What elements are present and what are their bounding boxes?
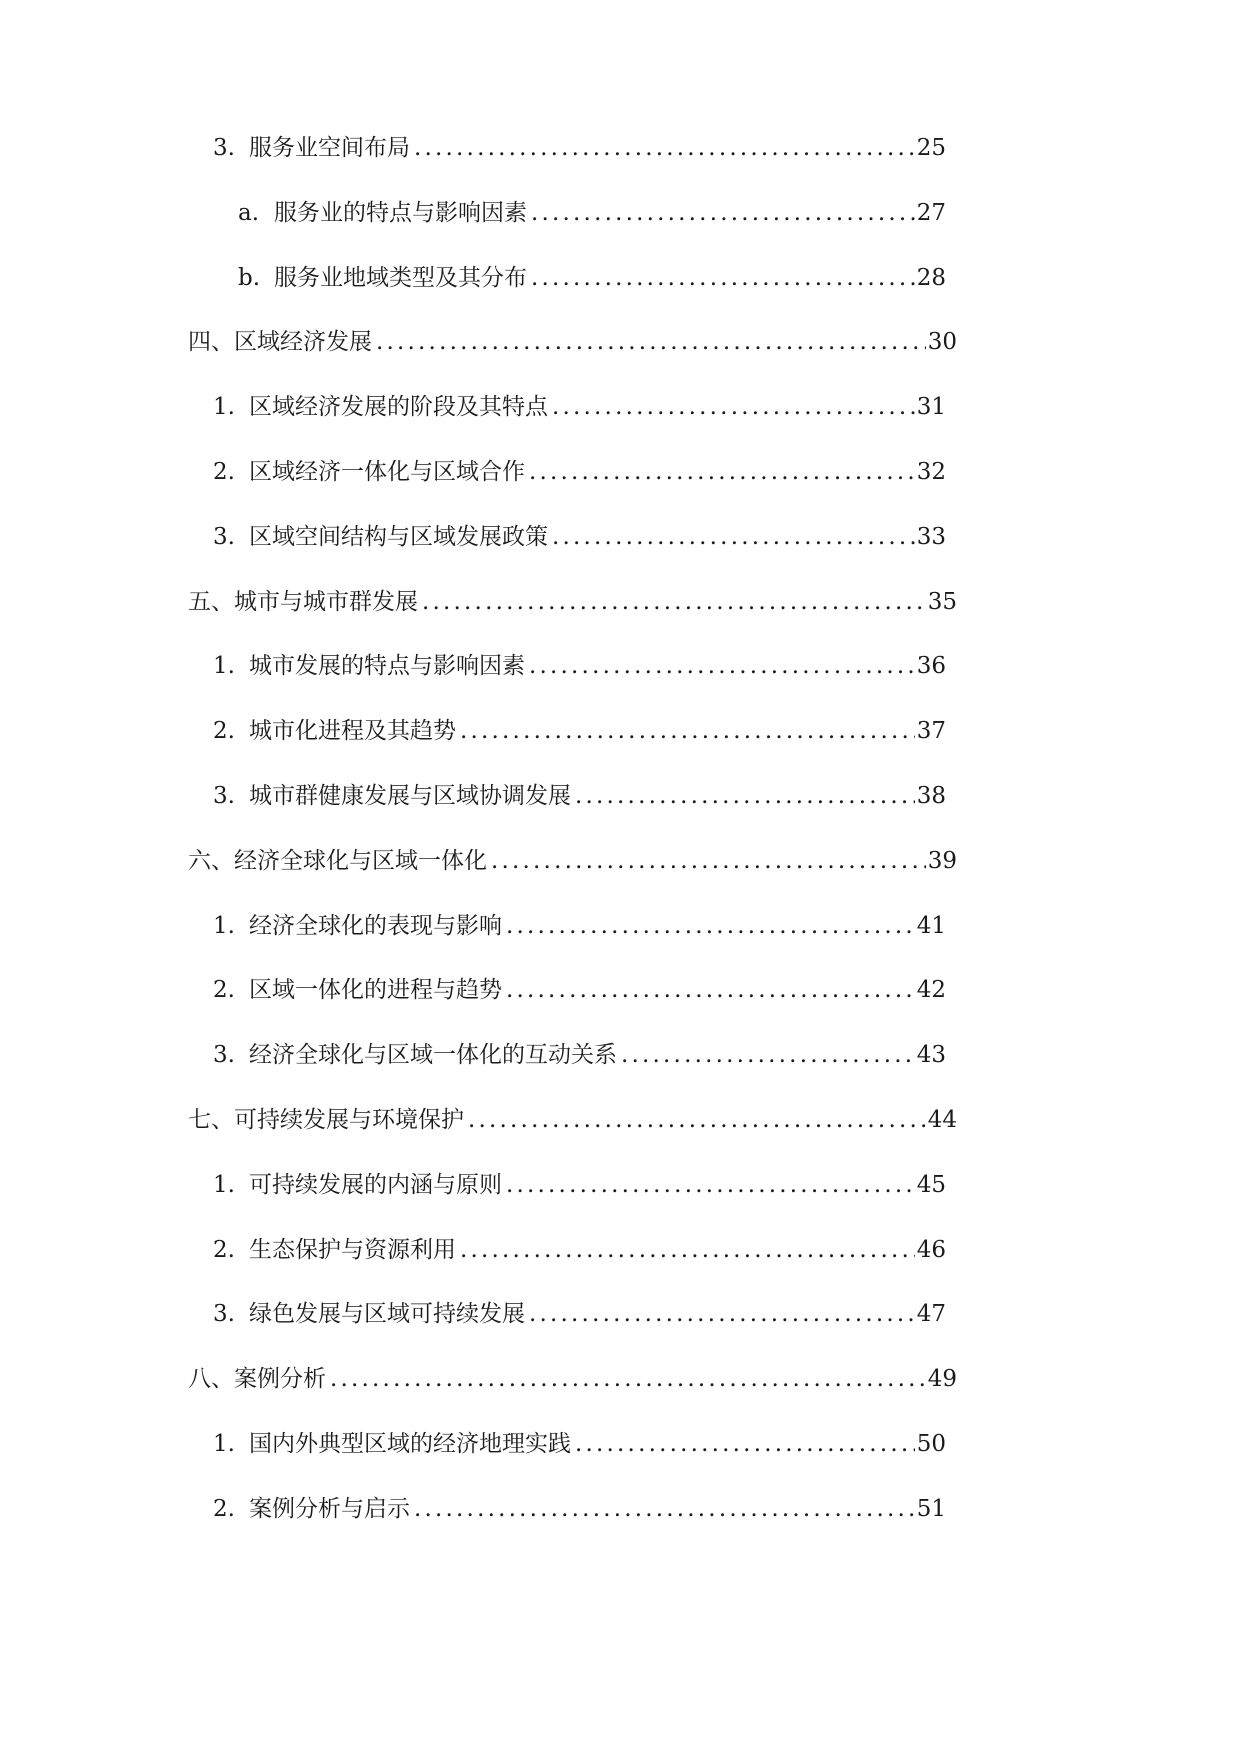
toc-entry-page-number: 31 <box>916 394 946 421</box>
toc-entry-number: 1. <box>213 912 235 939</box>
toc-dot-leader <box>460 1230 915 1270</box>
toc-entry-page-number: 38 <box>916 783 946 809</box>
toc-entry-title: 六、经济全球化与区域一体化 <box>188 847 487 874</box>
toc-dot-leader <box>414 1489 915 1529</box>
toc-entry[interactable] <box>238 258 946 298</box>
toc-entry-title: 经济全球化的表现与影响 <box>249 912 502 939</box>
toc-entry-page-number: 51 <box>916 1495 946 1522</box>
toc-dot-leader <box>330 1359 926 1399</box>
toc-entry-number: 3. <box>213 783 235 809</box>
toc-entry-title: 四、区域经济发展 <box>188 329 372 356</box>
toc-entry-number: 3. <box>213 135 235 161</box>
toc-entry[interactable] <box>213 517 946 557</box>
toc-entry-page-number: 41 <box>916 912 946 939</box>
toc-entry-title: 城市发展的特点与影响因素 <box>249 653 525 680</box>
toc-entry-number: 3. <box>213 523 235 550</box>
toc-entry[interactable] <box>213 1035 946 1075</box>
toc-entry-page-number: 42 <box>916 977 946 1004</box>
toc-entry-page-number: 49 <box>927 1366 957 1393</box>
toc-entry[interactable] <box>213 452 946 492</box>
toc-dot-leader <box>552 387 915 427</box>
toc-entry[interactable] <box>188 841 957 881</box>
toc-entry-title: 服务业空间布局 <box>249 135 410 161</box>
toc-entry[interactable] <box>213 1294 946 1334</box>
toc-entry-number: 2. <box>213 459 235 485</box>
toc-entry-number: 3. <box>213 1042 235 1069</box>
toc-entry-number: 1. <box>213 653 235 680</box>
toc-dot-leader <box>531 193 915 233</box>
toc-entry-title: 生态保护与资源利用 <box>249 1236 456 1263</box>
toc-entry-page-number: 27 <box>916 199 946 226</box>
toc-entry-number: 2. <box>213 1495 235 1522</box>
toc-entry[interactable] <box>213 970 946 1010</box>
toc-dot-leader <box>506 1165 915 1205</box>
toc-entry-number: a. <box>238 199 260 226</box>
toc-dot-leader <box>491 841 926 881</box>
toc-dot-leader <box>414 128 915 168</box>
toc-entry-title: 城市化进程及其趋势 <box>249 718 456 745</box>
toc-dot-leader <box>506 970 915 1010</box>
toc-entry[interactable] <box>213 776 946 816</box>
toc-dot-leader <box>529 646 915 686</box>
toc-dot-leader <box>529 452 915 492</box>
toc-entry-title: 七、可持续发展与环境保护 <box>188 1107 464 1133</box>
toc-entry-page-number: 43 <box>916 1042 946 1069</box>
toc-entry[interactable] <box>188 582 957 622</box>
toc-entry-page-number: 37 <box>916 718 946 745</box>
toc-entry[interactable] <box>213 1424 946 1464</box>
toc-entry-title: 区域经济发展的阶段及其特点 <box>249 394 548 421</box>
toc-entry[interactable] <box>238 193 946 233</box>
toc-dot-leader <box>376 322 926 362</box>
toc-entry-title: 八、案例分析 <box>188 1366 326 1393</box>
toc-dot-leader <box>575 776 915 816</box>
toc-entry-number: 1. <box>213 394 235 421</box>
toc-entry-title: 区域经济一体化与区域合作 <box>249 459 525 485</box>
toc-entry-title: 可持续发展的内涵与原则 <box>249 1171 502 1198</box>
toc-entry[interactable] <box>213 1489 946 1529</box>
toc-entry-title: 五、城市与城市群发展 <box>188 588 418 615</box>
toc-entry-page-number: 39 <box>927 847 957 874</box>
toc-dot-leader <box>621 1035 915 1075</box>
toc-entry-title: 国内外典型区域的经济地理实践 <box>249 1431 571 1457</box>
toc-entry-page-number: 47 <box>916 1301 946 1328</box>
toc-entry-page-number: 46 <box>916 1236 946 1263</box>
toc-entry-page-number: 30 <box>927 329 957 356</box>
toc-entry-title: 区域空间结构与区域发展政策 <box>249 523 548 550</box>
toc-dot-leader <box>529 1294 915 1334</box>
toc-entry-page-number: 25 <box>916 135 946 161</box>
toc-entry-title: 案例分析与启示 <box>249 1495 410 1522</box>
toc-entry-page-number: 44 <box>927 1107 957 1133</box>
toc-entry[interactable] <box>213 1165 946 1205</box>
toc-entry-number: 1. <box>213 1171 235 1198</box>
toc-entry-number: 2. <box>213 977 235 1004</box>
toc-entry[interactable] <box>213 906 946 946</box>
toc-entry-title: 服务业地域类型及其分布 <box>274 264 527 291</box>
toc-entry-page-number: 28 <box>916 264 946 291</box>
toc-dot-leader <box>575 1424 915 1464</box>
toc-entry[interactable] <box>213 711 946 751</box>
toc-entry[interactable] <box>213 387 946 427</box>
toc-entry[interactable] <box>213 1230 946 1270</box>
toc-dot-leader <box>552 517 915 557</box>
toc-entry-page-number: 32 <box>916 459 946 485</box>
toc-dot-leader <box>506 906 915 946</box>
toc-entry-number: 2. <box>213 718 235 745</box>
toc-entry-title: 经济全球化与区域一体化的互动关系 <box>249 1042 617 1069</box>
toc-entry-number: 3. <box>213 1301 235 1328</box>
toc-entry-number: b. <box>238 264 261 291</box>
toc-entry-page-number: 45 <box>916 1171 946 1198</box>
toc-entry-page-number: 36 <box>916 653 946 680</box>
toc-dot-leader <box>531 258 915 298</box>
toc-entry[interactable] <box>188 1359 957 1399</box>
toc-entry-page-number: 33 <box>916 523 946 550</box>
toc-entry-page-number: 50 <box>916 1431 946 1457</box>
toc-entry-title: 服务业的特点与影响因素 <box>274 199 527 226</box>
toc-dot-leader <box>468 1100 926 1140</box>
toc-dot-leader <box>460 711 915 751</box>
toc-entry-number: 2. <box>213 1236 235 1263</box>
toc-entry-title: 区域一体化的进程与趋势 <box>249 977 502 1004</box>
toc-entry[interactable] <box>188 1100 957 1140</box>
toc-dot-leader <box>422 582 926 622</box>
toc-entry-page-number: 35 <box>927 588 957 615</box>
toc-entry-number: 1. <box>213 1431 235 1457</box>
toc-entry[interactable] <box>213 646 946 686</box>
toc-entry[interactable] <box>213 128 946 168</box>
toc-entry[interactable] <box>188 322 957 362</box>
toc-entry-title: 城市群健康发展与区域协调发展 <box>249 783 571 809</box>
toc-entry-title: 绿色发展与区域可持续发展 <box>249 1301 525 1328</box>
